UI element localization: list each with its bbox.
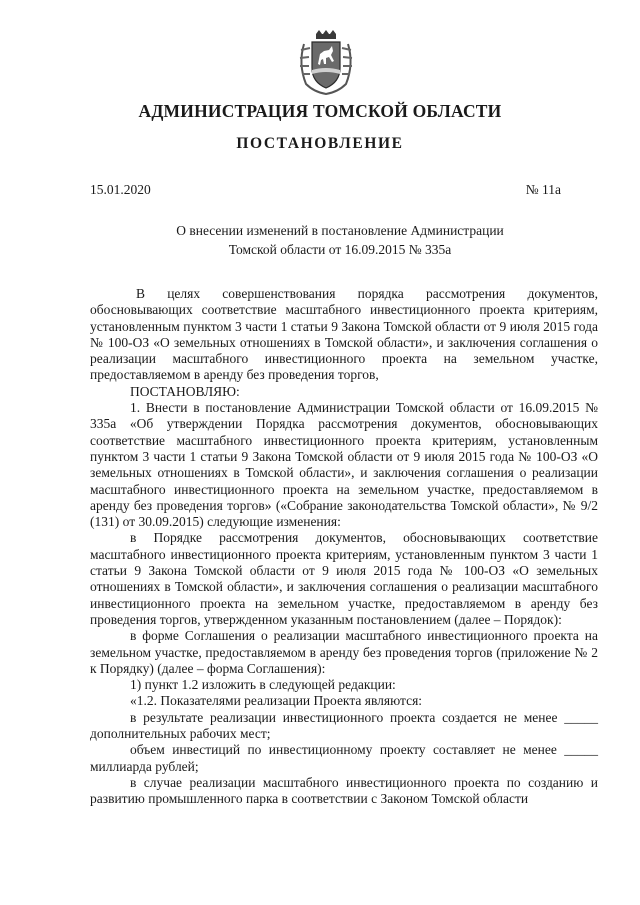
indicator-jobs: в результате реализации инвестиционного проекта создается не менее _____ дополнительных рабочих мест;: [90, 709, 598, 742]
coat-of-arms-icon: [296, 30, 356, 96]
document-number: № 11а: [525, 182, 561, 197]
item-1a-paragraph: в Порядке рассмотрения документов, обосновывающих соответствие масштабного инвестиционного проекта критериям, установленным пунктом 3 части 1 статьи 9 Закона Томской области от 9 июля 2015 года № 100-ОЗ «О земельных отношениях в Томской области», и заключения соглашения о реализации масштабного инвестиционного проекта на земельном участке, предоставляемом в аренду без проведения торгов, утвержденном указанным постановлением (далее – Порядок):: [90, 530, 598, 627]
item-1b-paragraph: в форме Соглашения о реализации масштабного инвестиционного проекта на земельном участке, предоставляемом в аренду без проведения торгов (приложение № 2 к Порядку) (далее – форма Соглашения):: [90, 628, 598, 676]
preamble-paragraph: В целях совершенствования порядка рассмотрения документов, обосновывающих соответствие масштабного инвестиционного проекта критериям, установленным пунктом 3 части 1 статьи 9 Закона Томской области от 9 июля 2015 года № 100-ОЗ «О земельных отношениях в Томской области», и заключения соглашения о реализации масштабного инвестиционного проекта на земельном участке, предоставляемом в аренду без проведения торгов,: [90, 286, 598, 383]
document-date: 15.01.2020: [90, 182, 151, 197]
indicator-industrial-park: в случае реализации масштабного инвестиционного проекта по созданию и развитию промышленного парка в соответствии с Законом Томской области: [90, 774, 598, 807]
document-type: ПОСТАНОВЛЕНИЕ: [236, 135, 404, 152]
subitem-1-paragraph: 1) пункт 1.2 изложить в следующей редакции:: [130, 677, 396, 693]
document-subject: [120, 222, 560, 259]
subject-line-1: О внесении изменений в постановление Администрации: [176, 223, 504, 238]
agency-title: АДМИНИСТРАЦИЯ ТОМСКОЙ ОБЛАСТИ: [138, 101, 502, 121]
item-1-paragraph: 1. Внести в постановление Администрации Томской области от 16.09.2015 № 335а «Об утверждении Порядка рассмотрения документов, обосновывающих соответствие масштабного инвестиционного проекта критериям, установленным пунктом 3 части 1 статьи 9 Закона Томской области от 9 июля 2015 года № 100-ОЗ «О земельных отношениях в Томской области», и заключения соглашения о реализации масштабного инвестиционного проекта на земельном участке, предоставляемом в аренду без проведения торгов» («Собрание законодательства Томской области», № 9/2 (131) от 30.09.2015) следующие изменения:: [90, 400, 598, 530]
subject-line-2: Томской области от 16.09.2015 № 335а: [228, 241, 452, 257]
subitem-1-text: «1.2. Показателями реализации Проекта являются:: [130, 693, 423, 709]
resolve-heading: ПОСТАНОВЛЯЮ:: [130, 383, 240, 399]
indicator-investment: объем инвестиций по инвестиционному проекту составляет не менее _____ миллиарда рублей;: [90, 742, 598, 774]
document-body: [90, 286, 598, 808]
